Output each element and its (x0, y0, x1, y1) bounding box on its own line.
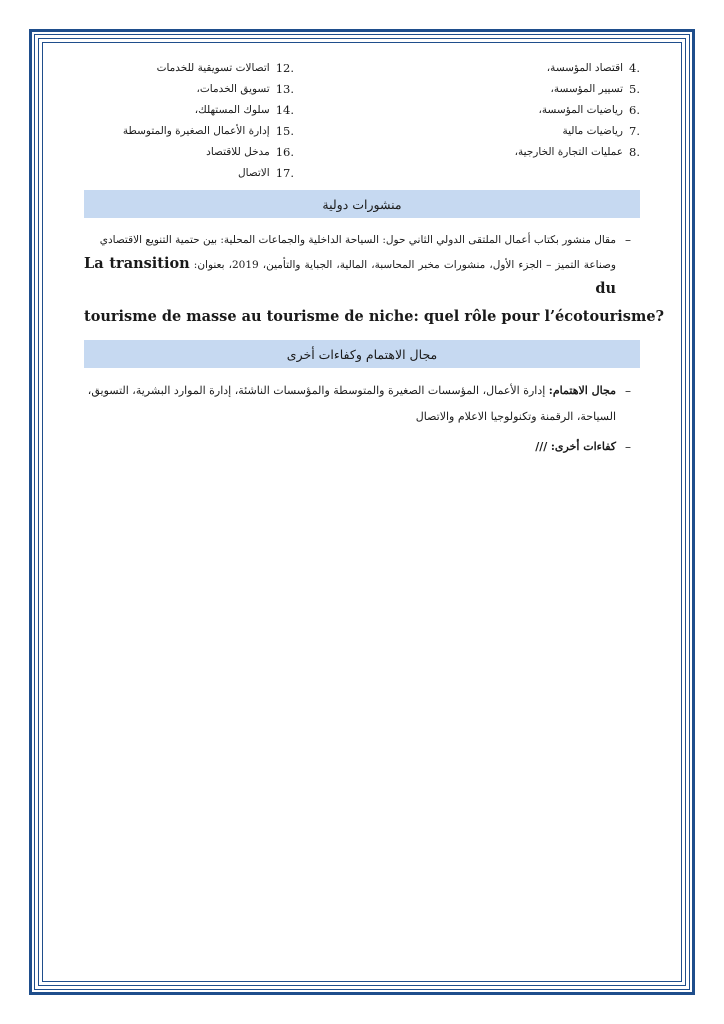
list-item: 5. تسيير المؤسسة، (550, 82, 640, 96)
list-item: 12. اتصالات تسويقية للخدمات (156, 61, 294, 75)
dash-bullet: – (625, 233, 631, 247)
list-item: 13. تسويق الخدمات، (196, 82, 294, 96)
international-publication-entry (84, 228, 665, 330)
section-header-interests: مجال الاهتمام وكفاءات أخرى (84, 340, 640, 368)
section-header-international-publications: منشورات دولية (84, 190, 640, 218)
page-content (84, 58, 665, 460)
publication-title-fr-part2: tourisme de masse au tourisme de niche: quel rôle pour l’écotourisme? (84, 308, 665, 325)
interests-entry (84, 378, 640, 430)
list-item: 16. مدخل للاقتصاد (206, 145, 294, 159)
list-item: 15. إدارة الأعمال الصغيرة والمتوسطة (122, 124, 294, 138)
courses-list (84, 58, 640, 184)
list-item: 8. عمليات التجارة الخارجية، (514, 145, 640, 159)
list-item: 6. رياضيات المؤسسة، (538, 103, 640, 117)
list-item: 14. سلوك المستهلك، (194, 103, 294, 117)
courses-column-left (84, 58, 294, 184)
publication-text-line2: وصناعة التميز – الجزء الأول، منشورات مخبر المحاسبة، المالية، الجباية والتأمين، 2019، بعنوان: (193, 259, 616, 271)
list-item: 4. اقتصاد المؤسسة، (546, 61, 640, 75)
other-skills-entry (84, 434, 640, 460)
publication-title-fr-part1: La transition du (84, 255, 616, 297)
dash-bullet: – (625, 384, 631, 398)
courses-column-right (440, 58, 640, 184)
other-skills-value: /// (535, 440, 548, 453)
interest-text: إدارة الأعمال، المؤسسات الصغيرة والمتوسطة والمؤسسات الناشئة، إدارة الموارد البشرية، التسويق، السياحة، الرقمنة وتكنولوجيا الاعلام والاتصال (87, 384, 616, 423)
list-item: 17. الاتصال (237, 166, 294, 180)
dash-bullet: – (625, 440, 631, 454)
interest-label: مجال الاهتمام: (548, 384, 616, 397)
publication-text-line1: مقال منشور بكتاب أعمال الملتقى الدولي الثاني حول: السياحة الداخلية والجماعات المحلية: بين حتمية التنويع الاقتصادي (99, 234, 616, 246)
other-skills-label: كفاءات أخرى: (550, 440, 616, 453)
list-item: 7. رياضيات مالية (562, 124, 640, 138)
